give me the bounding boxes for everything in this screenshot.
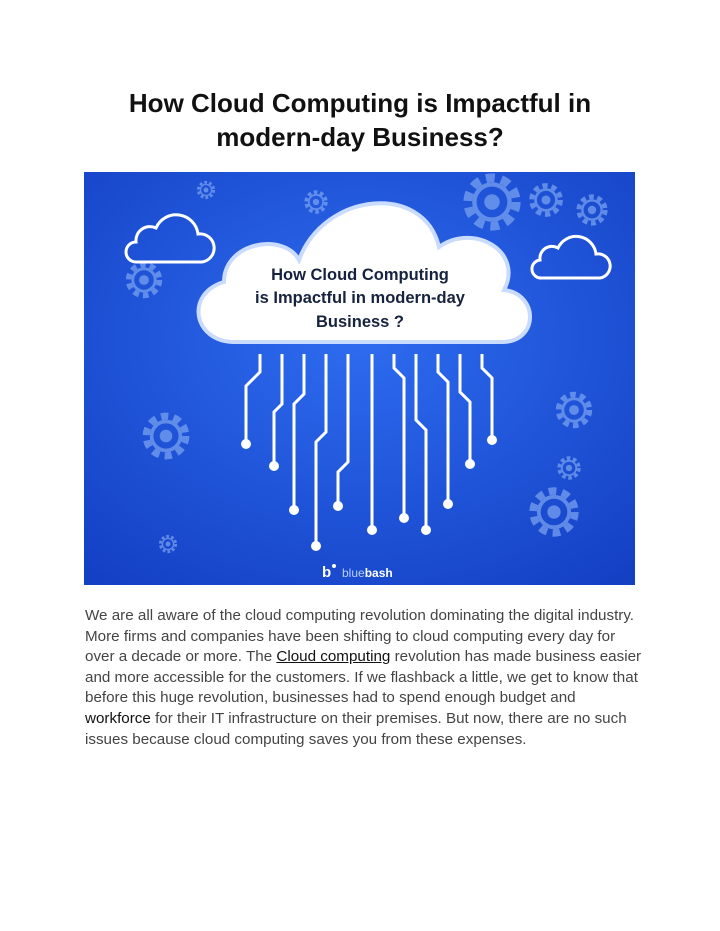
- workforce-link[interactable]: workforce: [85, 709, 151, 727]
- hero-image: [84, 172, 635, 585]
- circuit-node: [367, 525, 377, 535]
- circuit-node: [421, 525, 431, 535]
- hero-illustration: [84, 172, 635, 585]
- intro-paragraph: [85, 606, 645, 750]
- page-title: [60, 86, 660, 154]
- circuit-node: [333, 501, 343, 511]
- cloud-computing-link[interactable]: Cloud computing: [276, 648, 391, 666]
- circuit-node: [465, 459, 475, 469]
- paragraph-text-1: We are all aware of the cloud computing revolution dominating the digital industry. More firms and companies have been shifting to cloud computing every day for over a decade or more. The: [85, 607, 635, 666]
- title-line-1: How Cloud Computing is Impactful in: [128, 88, 592, 118]
- logo-wordmark: [342, 566, 393, 580]
- circuit-node: [269, 461, 279, 471]
- hero-heading-line-2: is Impactful in modern-day: [255, 289, 465, 307]
- logo-dot: [332, 564, 336, 568]
- logo-wordmark-bash: bash: [364, 566, 393, 580]
- hero-heading-line-1: How Cloud Computing: [271, 266, 449, 284]
- title-line-2: modern-day Business?: [216, 122, 504, 152]
- circuit-node: [311, 541, 321, 551]
- circuit-node: [443, 499, 453, 509]
- circuit-node: [399, 513, 409, 523]
- paragraph-text-3: for their IT infrastructure on their premises. But now, there are no such issues because cloud computing saves you from these expenses.: [85, 709, 627, 748]
- circuit-node: [289, 505, 299, 515]
- circuit-node: [487, 435, 497, 445]
- logo-wordmark-blue: blue: [342, 566, 365, 580]
- hero-heading-line-3: Business ?: [315, 313, 405, 331]
- circuit-node: [241, 439, 251, 449]
- paragraph-text-2: revolution has made business easier and more accessible for the customers. If we flashback a little, we get to know that before this huge revolution, businesses had to spend enough budget and: [85, 648, 642, 707]
- logo-mark-icon: b: [322, 564, 332, 581]
